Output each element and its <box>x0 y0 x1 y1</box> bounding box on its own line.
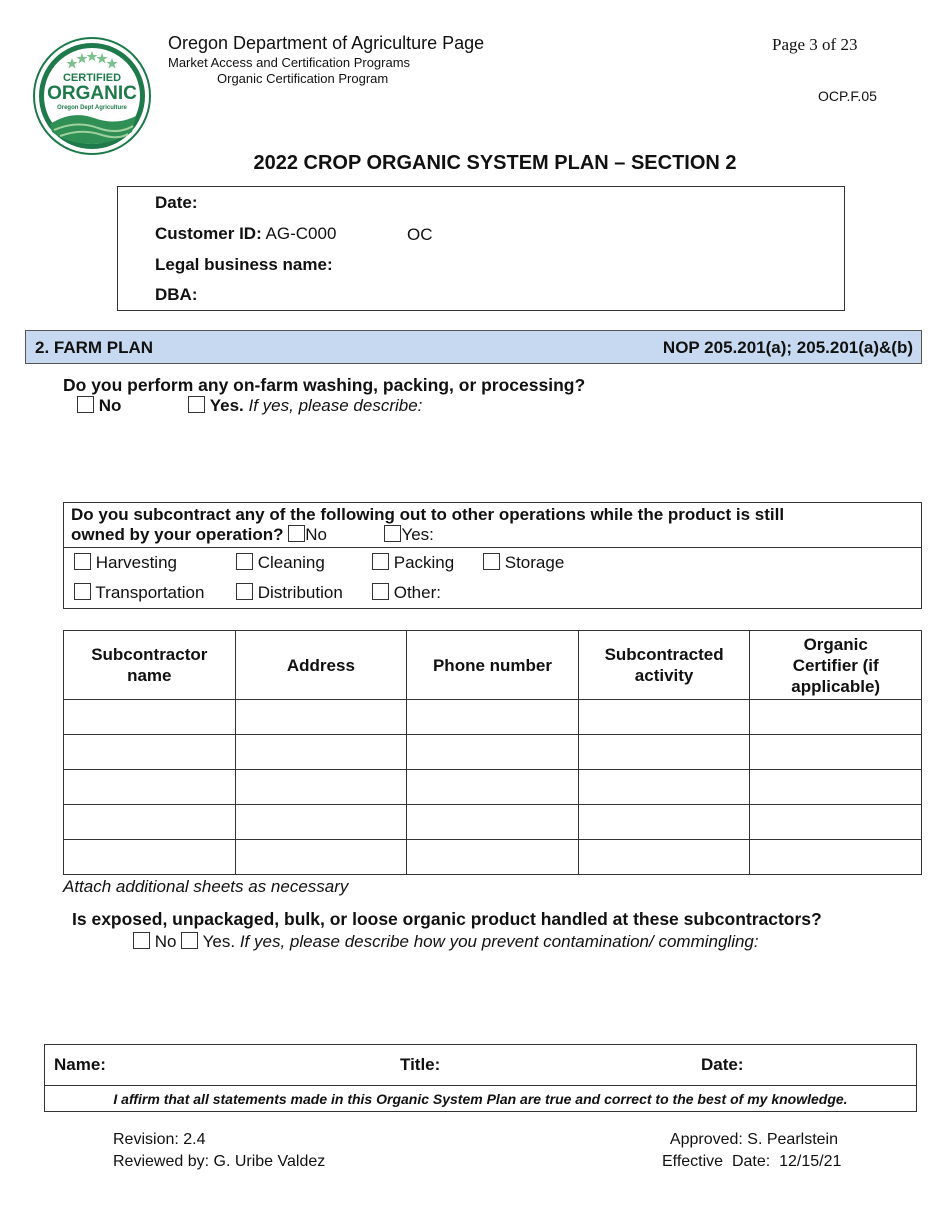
transportation-label: Transportation <box>95 583 205 602</box>
section-header-farm-plan <box>25 330 922 364</box>
distribution-checkbox[interactable] <box>236 583 253 600</box>
attach-note: Attach additional sheets as necessary <box>63 877 349 896</box>
table-cell[interactable] <box>750 770 922 805</box>
revision-text: Revision: 2.4 <box>113 1131 206 1148</box>
customer-id-suffix: OC <box>407 225 433 244</box>
exposed-yes-hint: If yes, please describe how you prevent contamination/ commingling: <box>239 932 759 951</box>
distribution-label: Distribution <box>257 583 343 602</box>
table-cell[interactable] <box>750 805 922 840</box>
option-harvesting[interactable] <box>74 553 177 573</box>
exposed-yes-label: Yes. <box>202 932 236 951</box>
section-reference: NOP 205.201(a); 205.201(a)&(b) <box>662 338 913 357</box>
department-title: Oregon Department of Agriculture Page <box>168 33 485 53</box>
harvesting-label: Harvesting <box>95 553 177 572</box>
header-subcontracted-activity: Subcontracted activity <box>578 631 750 700</box>
table-cell[interactable] <box>235 770 407 805</box>
subcontract-yes-label: Yes: <box>401 525 434 544</box>
washing-question: Do you perform any on-farm washing, packing, or processing? <box>63 375 586 395</box>
table-cell[interactable] <box>578 840 750 875</box>
dba-label: DBA: <box>155 285 198 304</box>
dba-field[interactable] <box>155 285 198 305</box>
table-cell[interactable] <box>235 700 407 735</box>
exposed-no-checkbox[interactable] <box>133 932 150 949</box>
header-subcontractor-name: Subcontractor name <box>64 631 236 700</box>
subcontract-no-checkbox[interactable] <box>288 525 305 542</box>
subcontract-yes-checkbox[interactable] <box>384 525 401 542</box>
table-cell[interactable] <box>750 700 922 735</box>
packing-checkbox[interactable] <box>372 553 389 570</box>
transportation-checkbox[interactable] <box>74 583 91 600</box>
affirmation-statement: I affirm that all statements made in this Organic System Plan are true and correct to the best of my knowledge. <box>113 1091 848 1107</box>
table-cell[interactable] <box>64 735 236 770</box>
option-storage[interactable] <box>483 553 564 573</box>
table-row <box>64 700 922 735</box>
section-title: 2. FARM PLAN <box>35 338 154 357</box>
signature-box <box>44 1044 917 1112</box>
table-cell[interactable] <box>64 840 236 875</box>
logo-organic-text: ORGANIC <box>47 83 137 104</box>
exposed-no-label: No <box>154 932 177 951</box>
subcontract-question-bold: owned by your operation? <box>71 525 284 544</box>
washing-no-checkbox[interactable] <box>77 396 94 413</box>
table-cell[interactable] <box>750 735 922 770</box>
exposed-product-question: Is exposed, unpackaged, bulk, or loose organic product handled at these subcontractors? <box>72 909 822 929</box>
date-label: Date: <box>155 193 198 212</box>
header-address: Address <box>235 631 407 700</box>
signature-divider <box>45 1085 916 1086</box>
washing-no-label: No <box>98 396 122 415</box>
program-line-1: Market Access and Certification Programs <box>168 55 411 70</box>
form-code: OCP.F.05 <box>818 88 877 104</box>
cleaning-checkbox[interactable] <box>236 553 253 570</box>
storage-label: Storage <box>504 553 565 572</box>
washing-yes-hint: If yes, please describe: <box>248 396 423 415</box>
table-cell[interactable] <box>64 700 236 735</box>
harvesting-checkbox[interactable] <box>74 553 91 570</box>
table-cell[interactable] <box>750 840 922 875</box>
table-cell[interactable] <box>64 770 236 805</box>
table-cell[interactable] <box>235 840 407 875</box>
page-number: Page 3 of 23 <box>772 35 858 54</box>
table-cell[interactable] <box>578 700 750 735</box>
header-phone-number: Phone number <box>407 631 579 700</box>
packing-label: Packing <box>393 553 455 572</box>
subcontract-divider <box>64 547 921 548</box>
table-cell[interactable] <box>578 770 750 805</box>
subcontract-no-label: No <box>305 525 327 544</box>
signature-name-field[interactable]: Name: <box>54 1055 106 1074</box>
table-row <box>64 840 922 875</box>
option-distribution[interactable] <box>236 583 343 603</box>
subcontract-box <box>63 502 922 609</box>
table-cell[interactable] <box>407 735 579 770</box>
option-transportation[interactable] <box>74 583 204 603</box>
table-cell[interactable] <box>235 805 407 840</box>
approved-text: Approved: S. Pearlstein <box>669 1131 838 1148</box>
table-cell[interactable] <box>578 805 750 840</box>
option-cleaning[interactable] <box>236 553 325 573</box>
table-cell[interactable] <box>578 735 750 770</box>
exposed-yes-checkbox[interactable] <box>181 932 198 949</box>
subcontract-question <box>71 505 914 545</box>
table-cell[interactable] <box>64 805 236 840</box>
customer-id-field[interactable] <box>155 224 336 244</box>
date-field[interactable] <box>155 193 198 213</box>
table-cell[interactable] <box>407 700 579 735</box>
table-cell[interactable] <box>407 840 579 875</box>
logo-oda-text: Oregon Dept Agriculture <box>57 105 127 111</box>
table-row <box>64 770 922 805</box>
table-cell[interactable] <box>407 770 579 805</box>
table-row <box>64 735 922 770</box>
logo-certified-text: CERTIFIED <box>62 72 122 84</box>
customer-info-box <box>117 186 845 311</box>
certified-organic-logo <box>32 36 152 156</box>
footer-right <box>662 1129 842 1173</box>
table-row <box>64 805 922 840</box>
other-checkbox[interactable] <box>372 583 389 600</box>
cleaning-label: Cleaning <box>257 553 325 572</box>
table-cell[interactable] <box>407 805 579 840</box>
signature-date-field[interactable]: Date: <box>701 1055 744 1074</box>
page-title: 2022 CROP ORGANIC SYSTEM PLAN – SECTION 2 <box>253 152 737 174</box>
table-header-row <box>64 631 922 700</box>
signature-title-field[interactable]: Title: <box>400 1055 441 1074</box>
legal-business-name-field[interactable] <box>155 255 333 275</box>
program-line-2: Organic Certification Program <box>217 71 389 86</box>
customer-id-value: AG-C000 <box>265 224 337 243</box>
header-organic-certifier: Organic Certifier (if applicable) <box>750 631 922 700</box>
table-cell[interactable] <box>235 735 407 770</box>
washing-yes-label: Yes. <box>209 396 244 415</box>
option-other[interactable] <box>372 583 441 603</box>
other-label: Other: <box>393 583 441 602</box>
washing-yes-checkbox[interactable] <box>188 396 205 413</box>
effective-date-text: Effective Date: 12/15/21 <box>662 1153 842 1170</box>
exposed-options <box>133 932 759 952</box>
legal-name-label: Legal business name: <box>155 255 333 274</box>
footer-left <box>113 1129 325 1173</box>
customer-id-label: Customer ID: <box>155 224 262 243</box>
storage-checkbox[interactable] <box>483 553 500 570</box>
subcontract-question-start: Do you subcontract any of the following out to other operations while the product is still <box>71 505 785 524</box>
option-packing[interactable] <box>372 553 454 573</box>
reviewed-by-text: Reviewed by: G. Uribe Valdez <box>113 1153 326 1170</box>
subcontractor-table <box>63 630 922 875</box>
